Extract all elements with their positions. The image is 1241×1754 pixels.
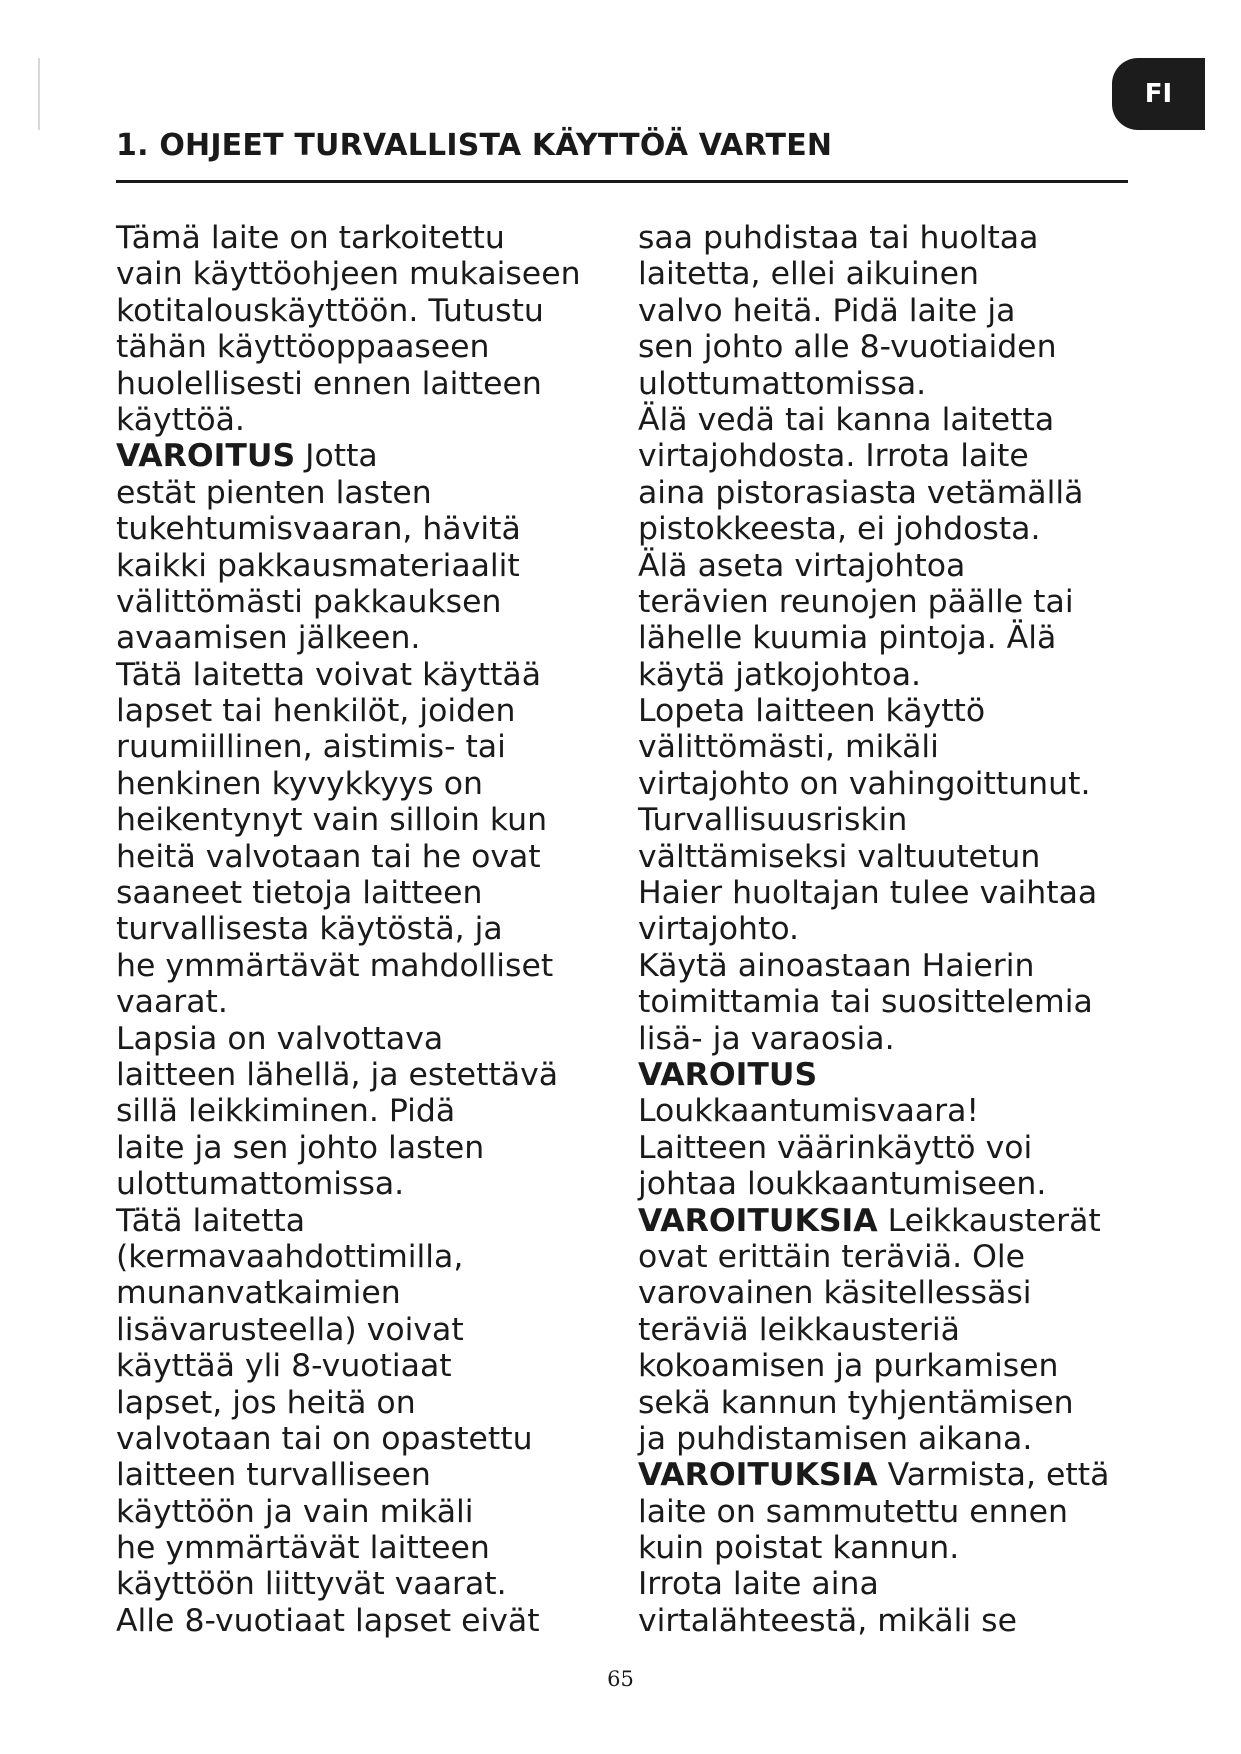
text-line-content: kaikki pakkausmateriaalit	[116, 547, 520, 584]
text-line	[638, 1239, 1109, 1275]
text-line	[116, 511, 581, 547]
text-line	[116, 911, 581, 947]
text-line-content: toimittamia tai suosittelemia	[638, 984, 1093, 1021]
text-line-content: Käytä ainoastaan Haierin	[638, 947, 1035, 984]
text-line	[638, 329, 1109, 365]
text-line-content: sekä kannun tyhjentämisen	[638, 1384, 1074, 1421]
text-line-content: Leikkausterät	[877, 1202, 1101, 1239]
text-line	[116, 1385, 581, 1421]
text-line	[638, 911, 1109, 947]
text-line-content: ulottumattomissa.	[638, 365, 927, 402]
text-line-content: teräviä leikkausteriä	[638, 1311, 960, 1348]
text-line-content: huolellisesti ennen laitteen	[116, 365, 542, 402]
text-line-content: virtajohdosta. Irrota laite	[638, 438, 1029, 475]
text-line	[116, 366, 581, 402]
text-line-content: kokoamisen ja purkamisen	[638, 1348, 1059, 1385]
text-line	[638, 1421, 1109, 1457]
text-line-content: lisä- ja varaosia.	[638, 1020, 895, 1057]
text-line-content: välittömästi pakkauksen	[116, 583, 502, 620]
text-line	[638, 548, 1109, 584]
text-line	[116, 1239, 581, 1275]
text-line	[638, 438, 1109, 474]
text-line	[638, 256, 1109, 292]
text-line	[638, 766, 1109, 802]
text-line	[638, 839, 1109, 875]
text-line	[116, 329, 581, 365]
text-line	[638, 1457, 1109, 1493]
text-line	[638, 1130, 1109, 1166]
text-line-content: ovat erittäin teräviä. Ole	[638, 1238, 1026, 1275]
text-line-content: Tätä laitetta voivat käyttää	[116, 656, 542, 693]
text-line-content: (kermavaahdottimilla,	[116, 1238, 464, 1275]
text-line	[116, 693, 581, 729]
text-line	[638, 1203, 1109, 1239]
text-line	[116, 948, 581, 984]
text-line-content: valvotaan tai on opastettu	[116, 1420, 533, 1457]
text-line-content: Loukkaantumisvaara!	[638, 1093, 980, 1130]
text-line	[638, 511, 1109, 547]
text-line-content: lisävarusteella) voivat	[116, 1311, 464, 1348]
text-line-content: käyttöön ja vain mikäli	[116, 1493, 474, 1530]
text-line	[638, 802, 1109, 838]
text-line	[116, 1421, 581, 1457]
text-line-content: käyttöön liittyvät vaarat.	[116, 1566, 507, 1603]
text-line-content: kuin poistat kannun.	[638, 1530, 960, 1567]
text-line-content: virtajohto.	[638, 911, 800, 948]
text-line	[116, 1603, 581, 1639]
text-line	[116, 1275, 581, 1311]
text-line	[116, 293, 581, 329]
margin-mark	[38, 58, 40, 130]
text-line-content: avaamisen jälkeen.	[116, 620, 421, 657]
text-line-content: saa puhdistaa tai huoltaa	[638, 220, 1039, 256]
text-line	[638, 366, 1109, 402]
text-line	[638, 1166, 1109, 1202]
text-line-content: välittömästi, mikäli	[638, 729, 939, 766]
text-line	[638, 1021, 1109, 1057]
text-line-content: aina pistorasiasta vetämällä	[638, 474, 1084, 511]
text-line-content: tähän käyttöoppaaseen	[116, 329, 490, 366]
text-line-content: he ymmärtävät mahdolliset	[116, 947, 554, 984]
text-line	[116, 766, 581, 802]
warning-label: VAROITUKSIA	[638, 1202, 878, 1239]
text-line	[116, 1130, 581, 1166]
language-tab: FI	[1112, 58, 1205, 130]
text-line-content: valvo heitä. Pidä laite ja	[638, 292, 1016, 329]
text-line	[116, 1166, 581, 1202]
text-line	[116, 402, 581, 438]
text-line-content: heikentynyt vain silloin kun	[116, 802, 548, 839]
text-line-content: Lopeta laitteen käyttö	[638, 693, 986, 730]
text-line-content: laite ja sen johto lasten	[116, 1129, 485, 1166]
text-line-content: Tätä laitetta	[116, 1202, 306, 1239]
text-line	[638, 875, 1109, 911]
text-line-content: käyttöä.	[116, 401, 245, 438]
text-line-content: munanvatkaimien	[116, 1275, 401, 1312]
text-line	[116, 438, 581, 474]
text-line-content: virtalähteestä, mikäli se	[638, 1602, 1017, 1639]
text-line	[638, 620, 1109, 656]
text-line	[638, 657, 1109, 693]
text-line	[116, 839, 581, 875]
text-line	[116, 1348, 581, 1384]
text-line-content: saaneet tietoja laitteen	[116, 875, 483, 912]
text-line	[638, 1093, 1109, 1129]
text-line-content: Älä vedä tai kanna laitetta	[638, 401, 1055, 438]
text-line-content: laite on sammutettu ennen	[638, 1493, 1068, 1530]
text-line-content: vain käyttöohjeen mukaiseen	[116, 256, 581, 293]
heading-rule	[116, 180, 1128, 183]
text-line	[116, 1021, 581, 1057]
text-line-content: ja puhdistamisen aikana.	[638, 1420, 1033, 1457]
text-line	[116, 1203, 581, 1239]
text-line	[638, 1057, 1109, 1093]
text-line-content: varovainen käsitellessäsi	[638, 1275, 1032, 1312]
text-line	[638, 1530, 1109, 1566]
warning-label: VAROITUKSIA	[638, 1457, 878, 1494]
text-line	[116, 875, 581, 911]
text-line-content: ulottumattomissa.	[116, 1166, 405, 1203]
text-line-content: terävien reunojen päälle tai	[638, 583, 1074, 620]
text-line	[638, 293, 1109, 329]
text-line-content: laitteen lähellä, ja estettävä	[116, 1056, 559, 1093]
text-line-content: Lapsia on valvottava	[116, 1020, 444, 1057]
text-line-content: kotitalouskäyttöön. Tutustu	[116, 292, 544, 329]
text-line-content: lapset, jos heitä on	[116, 1384, 416, 1421]
text-line-content: Tämä laite on tarkoitettu	[116, 220, 505, 256]
text-line	[116, 802, 581, 838]
text-line-content: estät pienten lasten	[116, 474, 432, 511]
text-line	[116, 1093, 581, 1129]
text-line-content: tukehtumisvaaran, hävitä	[116, 511, 521, 548]
text-line	[638, 1603, 1109, 1639]
text-line	[638, 1385, 1109, 1421]
text-line	[116, 984, 581, 1020]
text-line-content: virtajohto on vahingoittunut.	[638, 765, 1091, 802]
text-line	[638, 584, 1109, 620]
text-line	[638, 1348, 1109, 1384]
text-line-content: heitä valvotaan tai he ovat	[116, 838, 541, 875]
text-line	[116, 548, 581, 584]
text-line	[116, 584, 581, 620]
text-line-content: laitteen turvalliseen	[116, 1457, 431, 1494]
text-line	[638, 1275, 1109, 1311]
text-line-content: Turvallisuusriskin	[638, 802, 908, 839]
warning-label: VAROITUS	[116, 438, 296, 475]
text-line	[116, 1312, 581, 1348]
text-line	[116, 220, 581, 256]
text-line-content: käytä jatkojohtoa.	[638, 656, 922, 693]
text-line	[638, 729, 1109, 765]
text-line-content: Jotta	[295, 438, 378, 475]
left-text-column	[116, 220, 581, 1639]
text-line-content: käyttää yli 8-vuotiaat	[116, 1348, 452, 1385]
text-line	[116, 475, 581, 511]
warning-label: VAROITUS	[638, 1056, 818, 1093]
text-line-content: Varmista, että	[877, 1457, 1110, 1494]
text-line	[116, 1457, 581, 1493]
text-line	[116, 620, 581, 656]
text-line-content: henkinen kyvykkyys on	[116, 765, 483, 802]
text-line	[116, 1566, 581, 1602]
text-line-content: sillä leikkiminen. Pidä	[116, 1093, 456, 1130]
text-line	[638, 402, 1109, 438]
text-line-content: turvallisesta käytöstä, ja	[116, 911, 503, 948]
page-number: 65	[607, 1667, 634, 1691]
text-line	[638, 220, 1109, 256]
text-line	[638, 693, 1109, 729]
text-line-content: Laitteen väärinkäyttö voi	[638, 1129, 1033, 1166]
text-line-content: Haier huoltajan tulee vaihtaa	[638, 875, 1098, 912]
text-line	[638, 1566, 1109, 1602]
text-line	[116, 1530, 581, 1566]
text-line	[638, 1494, 1109, 1530]
text-line	[116, 256, 581, 292]
section-heading: 1. OHJEET TURVALLISTA KÄYTTÖÄ VARTEN	[116, 128, 833, 163]
text-line	[638, 475, 1109, 511]
text-line-content: välttämiseksi valtuutetun	[638, 838, 1041, 875]
text-line-content: lapset tai henkilöt, joiden	[116, 693, 516, 730]
text-line-content: Alle 8-vuotiaat lapset eivät	[116, 1602, 540, 1639]
text-line-content: he ymmärtävät laitteen	[116, 1530, 490, 1567]
text-line-content: pistokkeesta, ei johdosta.	[638, 511, 1041, 548]
text-line-content: Älä aseta virtajohtoa	[638, 547, 966, 584]
text-line-content: sen johto alle 8-vuotiaiden	[638, 329, 1057, 366]
text-line	[116, 657, 581, 693]
text-line	[116, 729, 581, 765]
text-line-content: johtaa loukkaantumiseen.	[638, 1166, 1047, 1203]
text-line-content: laitetta, ellei aikuinen	[638, 256, 979, 293]
text-line	[116, 1494, 581, 1530]
text-line	[638, 948, 1109, 984]
text-line-content: ruumiillinen, aistimis- tai	[116, 729, 506, 766]
text-line	[116, 1057, 581, 1093]
text-line	[638, 1312, 1109, 1348]
text-line-content: lähelle kuumia pintoja. Älä	[638, 620, 1057, 657]
right-text-column	[638, 220, 1109, 1639]
text-line-content: Irrota laite aina	[638, 1566, 879, 1603]
text-line	[638, 984, 1109, 1020]
text-line-content: vaarat.	[116, 984, 228, 1021]
